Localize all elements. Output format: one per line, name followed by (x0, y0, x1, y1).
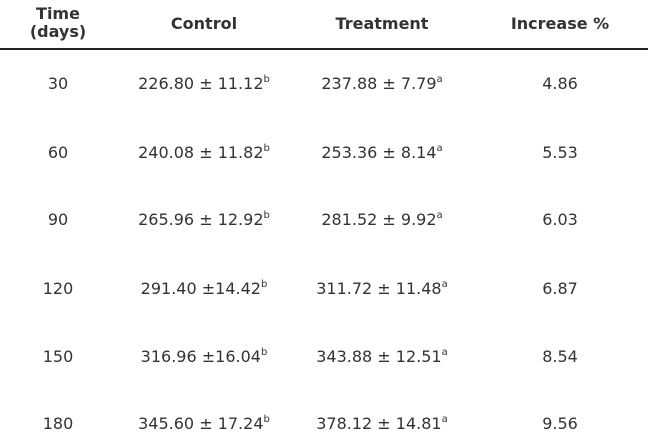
table-row (0, 72, 648, 96)
header-treatment: Treatment (335, 14, 429, 33)
cell-treatment (288, 72, 476, 96)
cell-time: 150 (42, 347, 74, 366)
cell-control-superscript: b (263, 210, 270, 221)
table-row (0, 412, 648, 436)
table-row (0, 277, 648, 301)
cell-control (110, 208, 298, 232)
cell-control-superscript: b (263, 143, 270, 154)
cell-control (110, 141, 298, 165)
cell-treatment (288, 345, 476, 369)
table-header (0, 0, 648, 50)
cell-control-value: 265.96 ± 12.92 (138, 210, 264, 229)
cell-treatment-superscript: a (436, 143, 443, 154)
cell-control-value: 316.96 ±16.04 (140, 347, 261, 366)
cell-increase: 6.03 (542, 210, 578, 229)
cell-treatment-value: 378.12 ± 14.81 (316, 414, 442, 433)
cell-increase: 9.56 (542, 414, 578, 433)
cell-treatment-value: 311.72 ± 11.48 (316, 279, 442, 298)
cell-treatment-value: 281.52 ± 9.92 (321, 210, 437, 229)
cell-treatment-value: 343.88 ± 12.51 (316, 347, 442, 366)
cell-treatment-superscript: a (441, 414, 448, 425)
cell-control-superscript: b (263, 74, 270, 85)
cell-control (110, 345, 298, 369)
cell-control-value: 291.40 ±14.42 (140, 279, 261, 298)
header-time (16, 5, 100, 41)
table-row (0, 345, 648, 369)
cell-treatment-value: 253.36 ± 8.14 (321, 143, 437, 162)
cell-control-superscript: b (260, 279, 268, 290)
cell-control (110, 72, 298, 96)
cell-increase: 6.87 (542, 279, 578, 298)
cell-control-value: 240.08 ± 11.82 (138, 143, 264, 162)
cell-treatment (288, 277, 476, 301)
cell-treatment-superscript: a (441, 347, 448, 358)
cell-control-value: 226.80 ± 11.12 (138, 74, 264, 93)
cell-increase: 5.53 (542, 143, 578, 162)
cell-increase: 8.54 (542, 347, 578, 366)
table-row (0, 141, 648, 165)
cell-treatment-value: 237.88 ± 7.79 (321, 74, 437, 93)
cell-time: 90 (47, 210, 69, 229)
header-increase: Increase % (510, 14, 610, 33)
cell-treatment-superscript: a (436, 74, 443, 85)
cell-control (110, 412, 298, 436)
cell-treatment (288, 208, 476, 232)
cell-control (110, 277, 298, 301)
cell-treatment (288, 141, 476, 165)
cell-treatment (288, 412, 476, 436)
table-row (0, 208, 648, 232)
header-time-line1: Time (36, 4, 80, 23)
cell-time: 180 (42, 414, 74, 433)
header-time-line2: (days) (29, 22, 87, 41)
cell-control-value: 345.60 ± 17.24 (138, 414, 264, 433)
cell-control-superscript: b (260, 347, 268, 358)
cell-time: 60 (47, 143, 69, 162)
cell-increase: 4.86 (542, 74, 578, 93)
cell-time: 30 (47, 74, 69, 93)
cell-treatment-superscript: a (436, 210, 443, 221)
header-control: Control (170, 14, 238, 33)
cell-control-superscript: b (263, 414, 270, 425)
cell-time: 120 (42, 279, 74, 298)
cell-treatment-superscript: a (441, 279, 448, 290)
